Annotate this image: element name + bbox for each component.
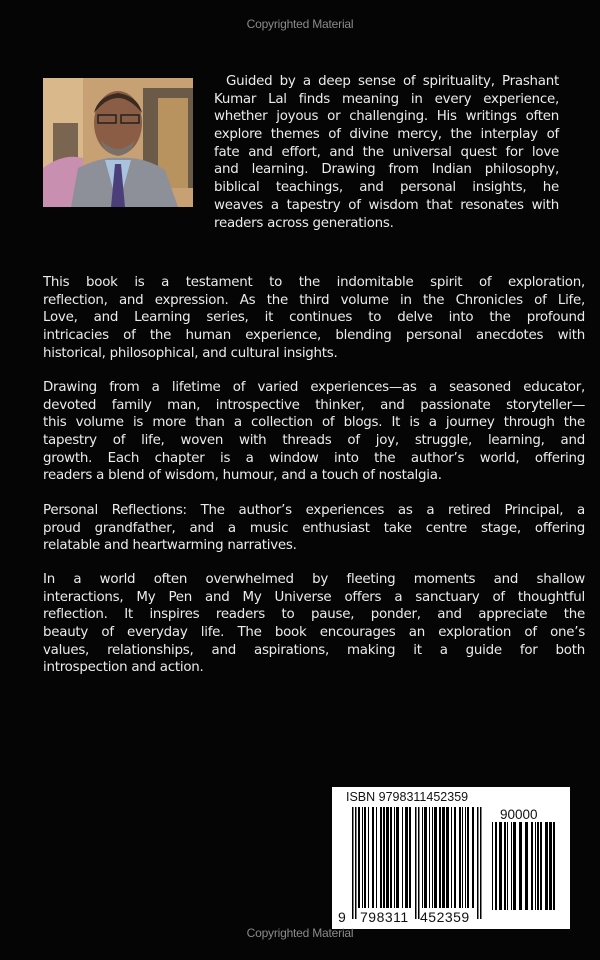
paragraph-line: This book is a testament to the indomitable spirit of exploration, <box>43 275 585 290</box>
barcode-bar <box>386 807 389 908</box>
barcode-bar <box>352 807 354 919</box>
paragraph-line: relatable and heartwarming narratives. <box>43 538 297 554</box>
barcode-bar <box>405 807 408 908</box>
barcode-bar <box>355 807 357 919</box>
author-bio <box>214 73 559 232</box>
barcode-bar <box>390 807 392 908</box>
paragraph-line: interactions, My Pen and My Universe offers a sanctuary of thoughtful <box>43 589 585 605</box>
barcode-bar <box>465 807 466 908</box>
barcode-bar <box>492 822 493 910</box>
barcode-bar <box>451 807 452 908</box>
paragraph-line: introspection and action. <box>43 660 204 676</box>
barcode-bar <box>434 807 437 908</box>
bio-line: weaves a tapestry of wisdom that resonates with <box>214 197 559 213</box>
paragraph-line: intricacies of the human experience, blending personal anecdotes with <box>43 328 585 344</box>
barcode-bar <box>394 807 395 908</box>
watermark-bottom: Copyrighted Material <box>246 926 354 940</box>
barcode-bar <box>507 822 508 910</box>
watermark-top: Copyrighted Material <box>246 17 354 31</box>
bio-line: biblical teachings, and personal insights, he <box>214 180 559 196</box>
barcode-digits-left: 798311 <box>360 909 409 925</box>
barcode-bar <box>495 822 497 910</box>
paragraph-line: reflection. It inspires readers to pause, ponder, and appreciate the <box>43 607 585 623</box>
paragraph-line: growth. Each chapter is a window into the author’s world, offering <box>43 450 585 466</box>
barcode-bar <box>415 807 417 919</box>
barcode-bar <box>429 807 430 908</box>
paragraph-line: tapestry of life, woven with threads of joy, struggle, learning, and <box>43 433 585 449</box>
barcode-bar <box>531 822 533 910</box>
barcode-bars <box>332 787 570 929</box>
barcode-bar <box>454 807 456 908</box>
barcode-bar <box>549 822 552 910</box>
barcode-bar <box>537 822 539 910</box>
barcode-bar <box>364 807 366 908</box>
barcode-bar <box>432 807 433 908</box>
barcode-bar <box>424 807 427 908</box>
barcode-bar <box>477 807 479 919</box>
bio-line: and learning. Drawing from Indian philosophy, <box>214 162 559 178</box>
barcode-bar <box>402 807 403 908</box>
description-paragraph <box>43 502 585 555</box>
paragraph-line: Drawing from a lifetime of varied experiences—as a seasoned educator, <box>43 380 585 395</box>
barcode-bar <box>513 822 516 910</box>
barcode-bar <box>459 807 461 908</box>
barcode-bar <box>376 807 377 908</box>
barcode-bar <box>462 807 463 908</box>
barcode-bar <box>504 822 506 910</box>
barcode-bar <box>499 822 502 910</box>
description-paragraph <box>43 274 585 362</box>
barcode-addon-number: 90000 <box>500 807 538 822</box>
isbn-label: ISBN 9798311452359 <box>346 790 469 804</box>
barcode-bar <box>553 822 555 910</box>
paragraph-line: beauty of everyday life. The book encourages an exploration of one’s <box>43 625 585 641</box>
paragraph-line: Love, and Learning series, it continues to delve into the profound <box>43 310 585 326</box>
barcode-bar <box>472 807 474 908</box>
description-paragraph <box>43 379 585 485</box>
barcode-bar <box>383 807 385 908</box>
paragraph-line: reflection, and expression. As the third volume in the Chronicles of Life, <box>43 292 585 308</box>
isbn-barcode <box>332 787 570 929</box>
paragraph-line: historical, philosophical, and cultural insights. <box>43 345 338 361</box>
barcode-bar <box>380 807 382 908</box>
barcode-bar <box>439 807 441 908</box>
paragraph-line: values, relationships, and aspirations, making it a guide for both <box>43 642 585 658</box>
bio-line: Guided by a deep sense of spirituality, Prashant <box>226 74 559 89</box>
barcode-bar <box>372 807 374 908</box>
barcode-bar <box>368 807 369 908</box>
barcode-bar <box>409 807 411 908</box>
barcode-bar <box>519 822 522 910</box>
bio-line: explore themes of divine mercy, the interplay of <box>214 127 559 143</box>
barcode-bar <box>362 807 363 908</box>
paragraph-line: proud grandfather, and a music enthusiast take centre stage, offering <box>43 520 585 536</box>
barcode-bar <box>545 822 548 910</box>
barcode-bar <box>535 822 536 910</box>
barcode-digit-first: 9 <box>338 909 347 925</box>
paragraph-line: this volume is more than a collection of blogs. It is a journey through the <box>43 415 585 431</box>
barcode-bar <box>467 807 469 908</box>
barcode-bar <box>418 807 420 919</box>
barcode-digits-right: 452359 <box>420 909 470 925</box>
paragraph-line: In a world often overwhelmed by fleeting moments and shallow <box>43 572 585 587</box>
bio-line: readers across generations. <box>214 215 394 231</box>
barcode-bar <box>511 822 512 910</box>
barcode-bar <box>396 807 399 908</box>
paragraph-line: devoted family man, introspective thinker, and passionate storyteller— <box>43 397 585 413</box>
bio-line: fate and effort, and the universal quest for love <box>214 144 559 160</box>
barcode-bar <box>446 807 449 908</box>
author-photo <box>43 78 193 207</box>
barcode-bar <box>358 807 360 908</box>
barcode-bar <box>422 807 423 908</box>
description-paragraph <box>43 571 585 677</box>
bio-line: whether joyous or challenging. His writings often <box>214 109 559 125</box>
barcode-bar <box>480 807 482 919</box>
barcode-bar <box>525 822 528 910</box>
bio-line: Kumar Lal finds meaning in every experience, <box>214 91 559 107</box>
paragraph-line: readers a blend of wisdom, humour, and a touch of nostalgia. <box>43 468 442 484</box>
barcode-bar <box>442 807 445 908</box>
barcode-bar <box>540 822 542 910</box>
paragraph-line: Personal Reflections: The author’s experiences as a retired Principal, a <box>43 503 585 518</box>
